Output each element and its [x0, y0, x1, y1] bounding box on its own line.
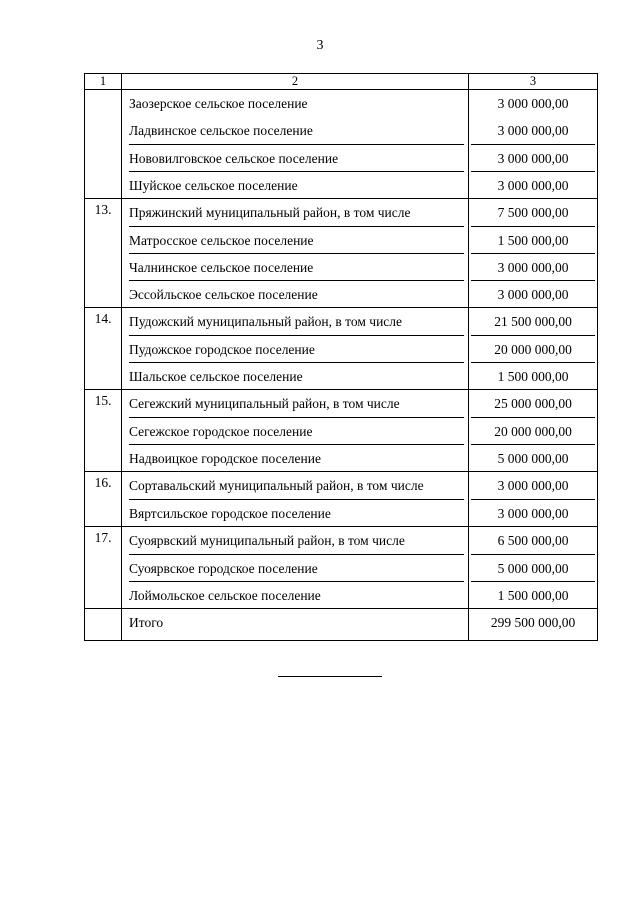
- settlement-name: Надвоицкое городское поселение: [129, 444, 464, 471]
- settlement-amount: 3 000 000,00: [497, 96, 569, 111]
- settlement-name: Эссойльское сельское поселение: [129, 280, 464, 307]
- total-num-text: [85, 613, 121, 640]
- settlement-amount: 5 000 000,00: [471, 554, 595, 581]
- table-row-group: [85, 527, 598, 609]
- row-names: [122, 527, 469, 609]
- settlement-amount: 3 000 000,00: [471, 171, 595, 198]
- row-amounts: [469, 472, 598, 527]
- row-amounts: [469, 90, 598, 199]
- total-name-text: Итого: [129, 615, 164, 630]
- table-row-total: [85, 609, 598, 641]
- total-amount-text: 299 500 000,00: [490, 615, 576, 630]
- table-header-row: [85, 74, 598, 90]
- settlement-name: Пряжинский муниципальный район, в том числе: [129, 205, 411, 220]
- settlement-amount: 3 000 000,00: [471, 280, 595, 307]
- settlement-name: Сегежское городское поселение: [129, 417, 464, 444]
- row-names: [122, 308, 469, 390]
- table-row-group: [85, 472, 598, 527]
- settlement-amount: 21 500 000,00: [494, 314, 572, 329]
- settlement-name: Суоярвское городское поселение: [129, 554, 464, 581]
- page-number: 3: [316, 38, 324, 53]
- budget-table: [84, 73, 598, 641]
- settlement-amount: 6 500 000,00: [497, 533, 569, 548]
- table-row-group: [85, 90, 598, 199]
- settlement-amount: 7 500 000,00: [497, 205, 569, 220]
- settlement-name: Пудожский муниципальный район, в том числе: [129, 314, 403, 329]
- row-names: [122, 390, 469, 472]
- closing-separator-line: [278, 676, 382, 677]
- settlement-amount: 25 000 000,00: [494, 396, 572, 411]
- table-row-group: [85, 390, 598, 472]
- settlement-name: Матросское сельское поселение: [129, 226, 464, 253]
- row-number: 17.: [85, 527, 122, 609]
- settlement-amount: 3 000 000,00: [471, 144, 595, 171]
- settlement-amount: 20 000 000,00: [471, 417, 595, 444]
- settlement-amount: 3 000 000,00: [497, 123, 569, 138]
- settlement-name: Чалнинское сельское поселение: [129, 253, 464, 280]
- settlement-name: Нововилговское сельское поселение: [129, 144, 464, 171]
- total-amount: [469, 609, 598, 641]
- header-col-amount: 3: [469, 74, 598, 90]
- row-names: [122, 472, 469, 527]
- row-names: [122, 90, 469, 199]
- settlement-name: Лоймольское сельское поселение: [129, 581, 464, 608]
- settlement-amount: 1 500 000,00: [471, 581, 595, 608]
- settlement-amount: 1 500 000,00: [471, 226, 595, 253]
- total-name: [122, 609, 469, 641]
- settlement-name: Вяртсильское городское поселение: [129, 499, 464, 526]
- row-number: 14.: [85, 308, 122, 390]
- row-number: 16.: [85, 472, 122, 527]
- table-body: [85, 90, 598, 641]
- settlement-amount: 5 000 000,00: [471, 444, 595, 471]
- row-amounts: [469, 527, 598, 609]
- row-amounts: [469, 308, 598, 390]
- row-number: [85, 90, 122, 199]
- settlement-name: Ладвинское сельское поселение: [129, 123, 313, 138]
- header-col-number: 1: [85, 74, 122, 90]
- total-num: [85, 609, 122, 641]
- row-amounts: [469, 390, 598, 472]
- settlement-amount: 20 000 000,00: [471, 335, 595, 362]
- settlement-name: Шальское сельское поселение: [129, 362, 464, 389]
- settlement-name: Сегежский муниципальный район, в том числе: [129, 396, 400, 411]
- row-amounts: [469, 199, 598, 308]
- settlement-amount: 3 000 000,00: [471, 499, 595, 526]
- settlement-amount: 3 000 000,00: [497, 478, 569, 493]
- row-number: 15.: [85, 390, 122, 472]
- header-col-name: 2: [122, 74, 469, 90]
- settlement-name: Шуйское сельское поселение: [129, 171, 464, 198]
- settlement-name: Суоярвский муниципальный район, в том числе: [129, 533, 405, 548]
- row-number: 13.: [85, 199, 122, 308]
- settlement-amount: 1 500 000,00: [471, 362, 595, 389]
- settlement-name: Пудожское городское поселение: [129, 335, 464, 362]
- settlement-amount: 3 000 000,00: [471, 253, 595, 280]
- table-row-group: [85, 308, 598, 390]
- row-names: [122, 199, 469, 308]
- settlement-name: Сортавальский муниципальный район, в том числе: [129, 478, 424, 493]
- settlement-name: Заозерское сельское поселение: [129, 96, 308, 111]
- table-row-group: [85, 199, 598, 308]
